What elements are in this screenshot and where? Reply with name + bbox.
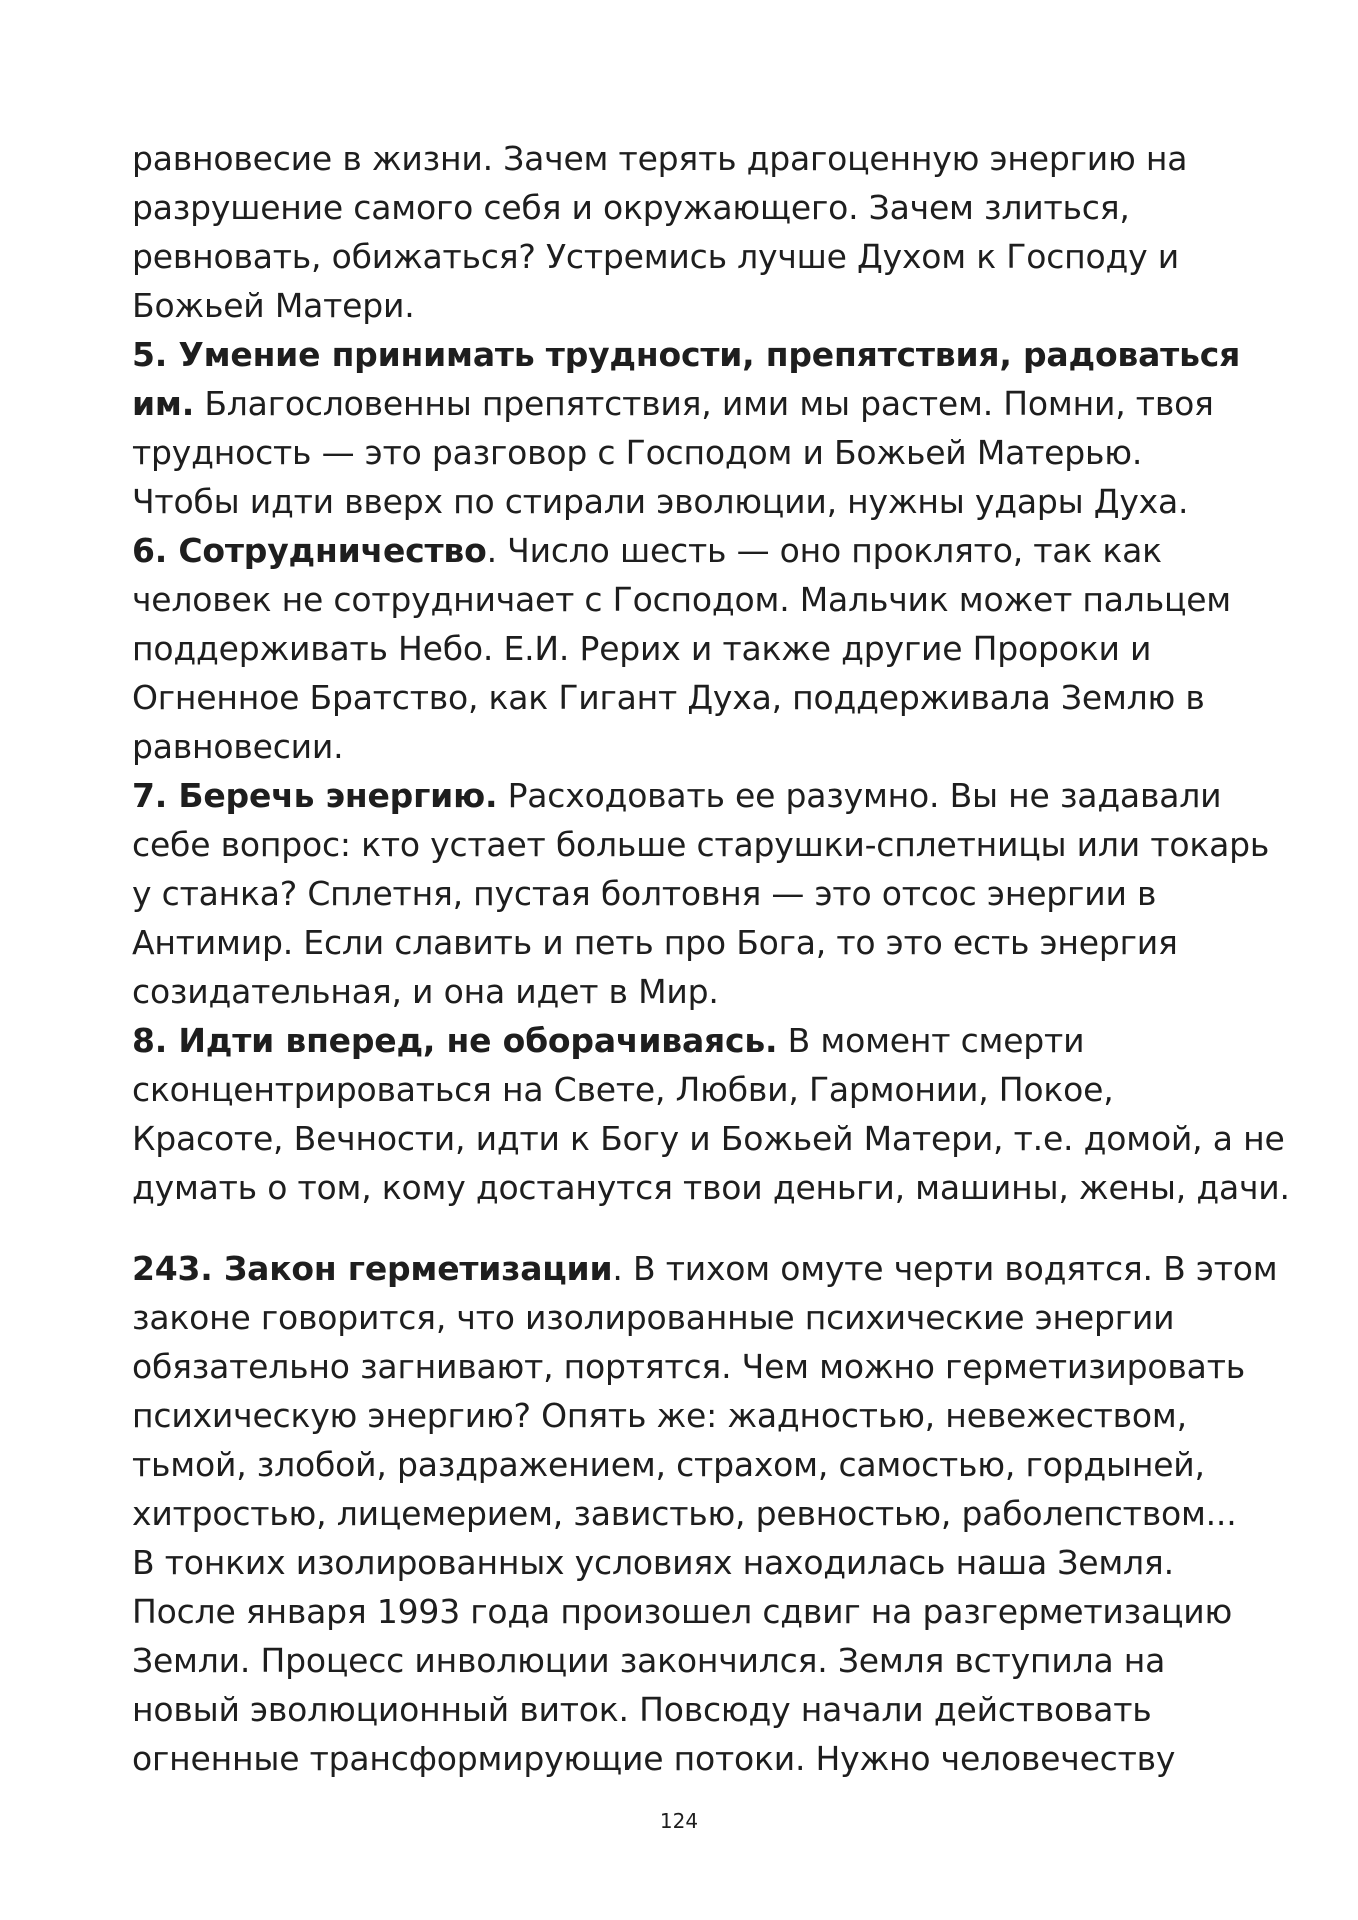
line-text: . Число шесть — оно проклято, так как	[486, 531, 1162, 570]
line-text: трудность — это разговор с Господом и Божьей Матерью.	[132, 433, 1143, 472]
line-text: равновесие в жизни. Зачем терять драгоценную энергию на	[132, 139, 1188, 178]
line-text: В тонких изолированных условиях находилась наша Земля.	[132, 1543, 1174, 1582]
text-line	[132, 1342, 1252, 1391]
text-line	[132, 232, 1252, 281]
text-line	[132, 1734, 1252, 1783]
bold-text: им.	[132, 384, 195, 423]
line-text: тьмой, злобой, раздражением, страхом, самостью, гордыней,	[132, 1445, 1205, 1484]
text-line	[132, 624, 1252, 673]
text-line	[132, 183, 1252, 232]
text-line	[132, 477, 1252, 526]
line-text: огненные трансформирующие потоки. Нужно человечеству	[132, 1739, 1176, 1778]
text-line	[132, 967, 1252, 1016]
line-text: хитростью, лицемерием, завистью, ревностью, раболепством...	[132, 1494, 1237, 1533]
text-line	[132, 1538, 1252, 1587]
text-line	[132, 1587, 1252, 1636]
line-text: Благословенны препятствия, ими мы растем. Помни, твоя	[194, 384, 1214, 423]
line-text: поддерживать Небо. Е.И. Рерих и также другие Пророки и	[132, 629, 1152, 668]
line-text: человек не сотрудничает с Господом. Мальчик может пальцем	[132, 580, 1231, 619]
line-text: В момент смерти	[777, 1021, 1085, 1060]
bold-text: 7. Беречь энергию.	[132, 776, 498, 815]
bold-text: 5. Умение принимать трудности, препятствия, радоваться	[132, 335, 1241, 374]
item-5-heading	[132, 330, 1252, 379]
item-8-heading	[132, 1016, 1252, 1065]
line-text: Чтобы идти вверх по стирали эволюции, нужны удары Духа.	[132, 482, 1189, 521]
line-text: сконцентрироваться на Свете, Любви, Гармонии, Покое,	[132, 1070, 1114, 1109]
line-text: Расходовать ее разумно. Вы не задавали	[497, 776, 1222, 815]
line-text: равновесии.	[132, 727, 344, 766]
text-line	[132, 1065, 1252, 1114]
line-text: Земли. Процесс инволюции закончился. Земля вступила на	[132, 1641, 1166, 1680]
text-line	[132, 134, 1252, 183]
text-line	[132, 1114, 1285, 1163]
text-line	[132, 1440, 1252, 1489]
text-line	[132, 428, 1252, 477]
line-text: После января 1993 года произошел сдвиг на разгерметизацию	[132, 1592, 1233, 1631]
bold-text: 8. Идти вперед, не оборачиваясь.	[132, 1021, 778, 1060]
line-text: разрушение самого себя и окружающего. Зачем злиться,	[132, 188, 1130, 227]
text-line	[132, 722, 1252, 771]
line-text: Антимир. Если славить и петь про Бога, то это есть энергия	[132, 923, 1178, 962]
line-text: Красоте, Вечности, идти к Богу и Божьей Матери, т.е. домой, а не	[132, 1119, 1285, 1158]
text-block-items-5-8	[132, 134, 1290, 1212]
text-line	[132, 1636, 1252, 1685]
text-line	[132, 918, 1252, 967]
text-block-section-243	[132, 1244, 1278, 1783]
text-line	[132, 1489, 1252, 1538]
line-text: у станка? Сплетня, пустая болтовня — это отсос энергии в	[132, 874, 1157, 913]
line-text: новый эволюционный виток. Повсюду начали действовать	[132, 1690, 1152, 1729]
line-text: думать о том, кому достанутся твои деньги, машины, жены, дачи.	[132, 1168, 1290, 1207]
line-text: обязательно загнивают, портятся. Чем можно герметизировать	[132, 1347, 1245, 1386]
text-line	[132, 281, 1252, 330]
bold-text: 243. Закон герметизации	[132, 1249, 613, 1288]
text-line	[132, 820, 1270, 869]
item-6-heading	[132, 526, 1252, 575]
text-line	[132, 379, 1252, 428]
line-text: себе вопрос: кто устает больше старушки-сплетницы или токарь	[132, 825, 1270, 864]
page-number: 124	[659, 1809, 699, 1833]
line-text: психическую энергию? Опять же: жадностью, невежеством,	[132, 1396, 1187, 1435]
text-line	[132, 575, 1252, 624]
line-text: . В тихом омуте черти водятся. В этом	[612, 1249, 1278, 1288]
line-text: Божьей Матери.	[132, 286, 415, 325]
text-line	[132, 1293, 1252, 1342]
text-line	[132, 869, 1252, 918]
text-line	[132, 1391, 1252, 1440]
line-text: созидательная, и она идет в Мир.	[132, 972, 719, 1011]
line-text: Огненное Братство, как Гигант Духа, поддерживала Землю в	[132, 678, 1205, 717]
section-243-heading	[132, 1244, 1278, 1293]
bold-text: 6. Сотрудничество	[132, 531, 487, 570]
item-7-heading	[132, 771, 1252, 820]
text-line	[132, 1163, 1290, 1212]
line-text: законе говорится, что изолированные психические энергии	[132, 1298, 1175, 1337]
line-text: ревновать, обижаться? Устремись лучше Духом к Господу и	[132, 237, 1179, 276]
text-line	[132, 673, 1252, 722]
text-line	[132, 1685, 1252, 1734]
